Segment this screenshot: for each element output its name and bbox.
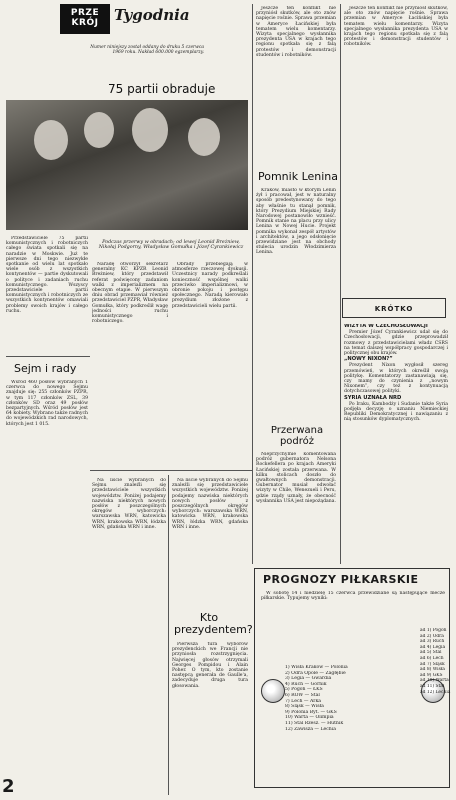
- prognozy-result-11: ad 11) Stal: [420, 683, 445, 689]
- page-number: 2: [2, 776, 15, 797]
- prognozy-match-1: 1) Wisła Kraków — Polonia: [285, 665, 348, 670]
- headline-przerwana: Przerwana podróż: [270, 425, 324, 447]
- photo-caption: Podczas przerwy w obradach; od lewej Leonid Breżniew, Nikołaj Podgorny, Władysław Gomułka i Józef Cyrankiewicz: [98, 240, 244, 251]
- print-note: Numer niniejszy został oddany do druku 5 czerwca 1969 roku. Nakład 600.000 egzemplarzy.: [90, 45, 204, 55]
- prognozy-result-9: ad 9) GKS: [420, 672, 443, 678]
- krotko-subhead-2: „NOWY NIXON?”: [344, 356, 393, 363]
- prognozy-result-5: ad 5) Stal: [420, 650, 442, 656]
- article-przerwana: [256, 452, 336, 562]
- article-center-bottom-2: [172, 478, 248, 608]
- article-partii-col1: [6, 236, 88, 356]
- article-sejm: [6, 380, 88, 770]
- paragraph: Na liście wybranych do Sejmu znaleźli się przedstawiciele wszystkich województw. Poniżej podajemy nazwiska niektórych nowych posłów z poszczególnych okręgów wyborczych: warszawska WRN, katowicka WRN, krakowska WRN, łódzka WRN, gdańska WRN i inne.: [172, 478, 248, 530]
- krotko-column: [344, 324, 448, 562]
- article-partii-col2: [92, 262, 168, 462]
- paragraph: W sobotę 14 i niedzielę 15 czerwca przewidziane są następujące mecze piłkarskie. Typujemy wyniki:: [261, 591, 445, 602]
- prognozy-match-9: 9) Polonia Byt. — GKS: [285, 709, 337, 715]
- football-icon: [261, 679, 285, 703]
- section-title: Tygodnia: [114, 6, 190, 24]
- headline-sejm: Sejm i rady: [14, 362, 77, 375]
- paragraph: Prezydent Nixon wygłosił szereg przemówień, w których określił swoją politykę. Komentatorzy zastanawiają się, czy mamy do czynienia z „nowym Nixonem”, czy też z kontynuacją dotychczasowej polityki.: [344, 363, 448, 395]
- prognozy-title: PROGNOZY PIŁKARSKIE: [263, 573, 419, 586]
- krotko-subhead-3: SYRIA UZNAŁA NRD: [344, 394, 402, 401]
- prognozy-match-6: 6) ROW — Stal: [285, 692, 320, 698]
- paragraph: Premier Józef Cyrankiewicz udał się do Czechosłowacji, gdzie przeprowadził rozmowy z przedstawicielami władz CSRS na temat dalszej współpracy gospodarczej i politycznej obu krajów.: [344, 330, 448, 357]
- prognozy-match-5: 5) Pogoń — ŁKS: [285, 687, 323, 693]
- headline-partii: 75 partii obraduje: [108, 82, 216, 96]
- prognozy-result-10: ad 10) Warta: [420, 678, 449, 684]
- prognozy-result-4: ad 4) Legia: [420, 644, 446, 650]
- prognozy-result-3: ad 3) Ruch: [420, 639, 445, 645]
- prognozy-result-12: ad 12) Lechia: [420, 689, 451, 695]
- paragraph: Jeszcze ten konflikt nie przyniósł skutków, ale oto znów napięcie rośnie. Sprawa przemian w Ameryce Łacińskiej była tematem wielu komentarzy. Wizyta specjalnego wysłannika prezydenta USA w krajach tego regionu spotkała się z falą protestów i demonstracji studentów i robotników.: [256, 6, 336, 58]
- paragraph: Pierwsza tura wyborów prezydenckich we Francji nie przyniosła rozstrzygnięcia. Najwięcej głosów otrzymali Georges Pompidou i Alain Poher. O tym, kto zostanie następcą generała de Gaulle'a, zadecyduje druga tura głosowania.: [172, 642, 248, 689]
- article-right-top: [344, 6, 448, 290]
- article-pomnik-body: [256, 188, 336, 418]
- article-partii-col3: [172, 262, 248, 462]
- przekroj-logo: PRZE KRÓJ: [60, 4, 110, 34]
- prognozy-match-8: 8) Śląsk — Wisła: [285, 704, 324, 710]
- prognozy-result-7: ad 7) Śląsk: [420, 661, 445, 667]
- headline-pomnik: Pomnik Lenina: [258, 170, 339, 183]
- paragraph: Obrady przebiegają w atmosferze rzeczowej dyskusji. Uczestnicy narady podkreślali konieczność wspólnej walki przeciwko imperializmowi, w obronie pokoju i postępu społecznego. Naradą kierowało prezydium złożone z przedstawicieli wielu partii.: [172, 262, 248, 309]
- prognozy-match-12: 12) Zawisza — Lechia: [285, 726, 336, 732]
- prognozy-result-8: ad 8) Wisła: [420, 667, 445, 673]
- prognozy-result-6: ad 6) Lech: [420, 655, 444, 661]
- paragraph: Wśród 460 posłów wybranych 1 czerwca do nowego Sejmu znajduje się: 255 członków PZPR, w tym 117 członków ZSL, 39 członków SD oraz 49 posłów bezpartyjnych. Wśród posłów jest 64 kobiety. Wybrano także radnych do wojewódzkich rad narodowych, których jest 1 015.: [6, 380, 88, 427]
- prognozy-match-10: 10) Warta — Olimpia: [285, 715, 334, 721]
- paragraph: Kraków, miasto w którym Lenin żył i pracował, jest w naturalny sposób predestynowany do tego aby właśnie tu stanął pomnik, który Prezydium Miejskiej Rady Narodowej postanowiło wznieść. Pomnik stanie na placu przy ulicy Lenina w Nowej Hucie. Projekt pomnika wykonał zespół artystów i architektów, a jego odsłonięcie przewidziane jest na obchody stulecia urodzin Włodzimierza Lenina.: [256, 188, 336, 256]
- prognozy-intro: [261, 591, 445, 651]
- krotko-box: KRÓTKO: [342, 298, 446, 318]
- prognozy-result-2: ad 2) Odra: [420, 633, 444, 639]
- paragraph: Jeszcze ten konflikt nie przyniósł skutków, ale oto znów napięcie rośnie. Sprawa przemian w Ameryce Łacińskiej była tematem wielu komentarzy. Wizyta specjalnego wysłannika prezydenta USA w krajach tego regionu spotkała się z falą protestów i demonstracji studentów i robotników.: [344, 6, 448, 48]
- prognozy-match-11: 11) Stal Rzesz. — Hutnik: [285, 720, 344, 726]
- paragraph: Na liście wybranych do Sejmu znaleźli się przedstawiciele wszystkich województw. Poniżej podajemy nazwiska niektórych nowych posłów z poszczególnych okręgów wyborczych: warszawska WRN, katowicka WRN, krakowska WRN, łódzka WRN, gdańska WRN i inne.: [92, 478, 166, 530]
- prognozy-match-4: 4) Ruch — Górnik: [285, 681, 327, 687]
- article-pomnik: [256, 6, 336, 164]
- paragraph: Przedstawiciele 75 partii komunistycznych i robotniczych całego świata spotkali się na naradzie w Moskwie. Już te pierwsze dni tego niezwykłe spotkanie od wielu lat spotkało wiele osób z wszystkich kontynentów — partie dyskutowali o polityce i zadaniach ruchu komunistycznego. Wszyscy przedstawiciele partii komunistycznych i robotniczych ze wszystkich kontynentów omawiali problemy swoich krajów i całego ruchu.: [6, 236, 88, 314]
- prognozy-match-7: 7) Lech — Arka: [285, 698, 322, 704]
- paragraph: Naradę otworzył sekretarz generalny KC KPZR Leonid Breżniew, który przedstawił referat poświęcony zadaniom walki z imperializmem na obecnym etapie. W pierwszym dniu obrad przemawiał również przedstawiciel PZPR, Władysław Gomułka, który podkreślił wagę jedności ruchu komunistycznego i robotniczego.: [92, 262, 168, 325]
- prognozy-match-list: [285, 665, 405, 732]
- prognozy-match-3: 3) Legia — Gwardia: [285, 676, 332, 682]
- paragraph: Nieprzychylnie komentowana podróż gubernatora Nelsona Rockefellera po krajach Ameryki Łacińskiej została przerwana. W kilku stolicach doszło do gwałtownych demonstracji. Gubernator musiał odwołać wizyty w Chile, Wenezueli i Peru, gdzie rządy uznały, że obecność wysłannika USA jest niepożądana.: [256, 452, 336, 504]
- article-center-bottom: [92, 478, 166, 778]
- article-kto: [172, 642, 248, 782]
- krotko-subhead-1: WIZYTA W CZECHOSŁOWACJI: [344, 324, 428, 329]
- headline-kto: Kto prezydentem?: [174, 611, 253, 636]
- prognozy-match-2: 2) Odra Opole — Zagłębie: [285, 670, 346, 676]
- conference-photo: [6, 100, 248, 230]
- prognozy-result-1: ad 1) Pogoń: [420, 628, 447, 633]
- paragraph: Po Iraku, Kambodży i Sudanie także Syria podjęła decyzję o uznaniu Niemieckiej Republiki Demokratycznej i nawiązaniu z nią stosunków dyplomatycznych.: [344, 401, 448, 423]
- prognozy-results-list: [420, 628, 454, 695]
